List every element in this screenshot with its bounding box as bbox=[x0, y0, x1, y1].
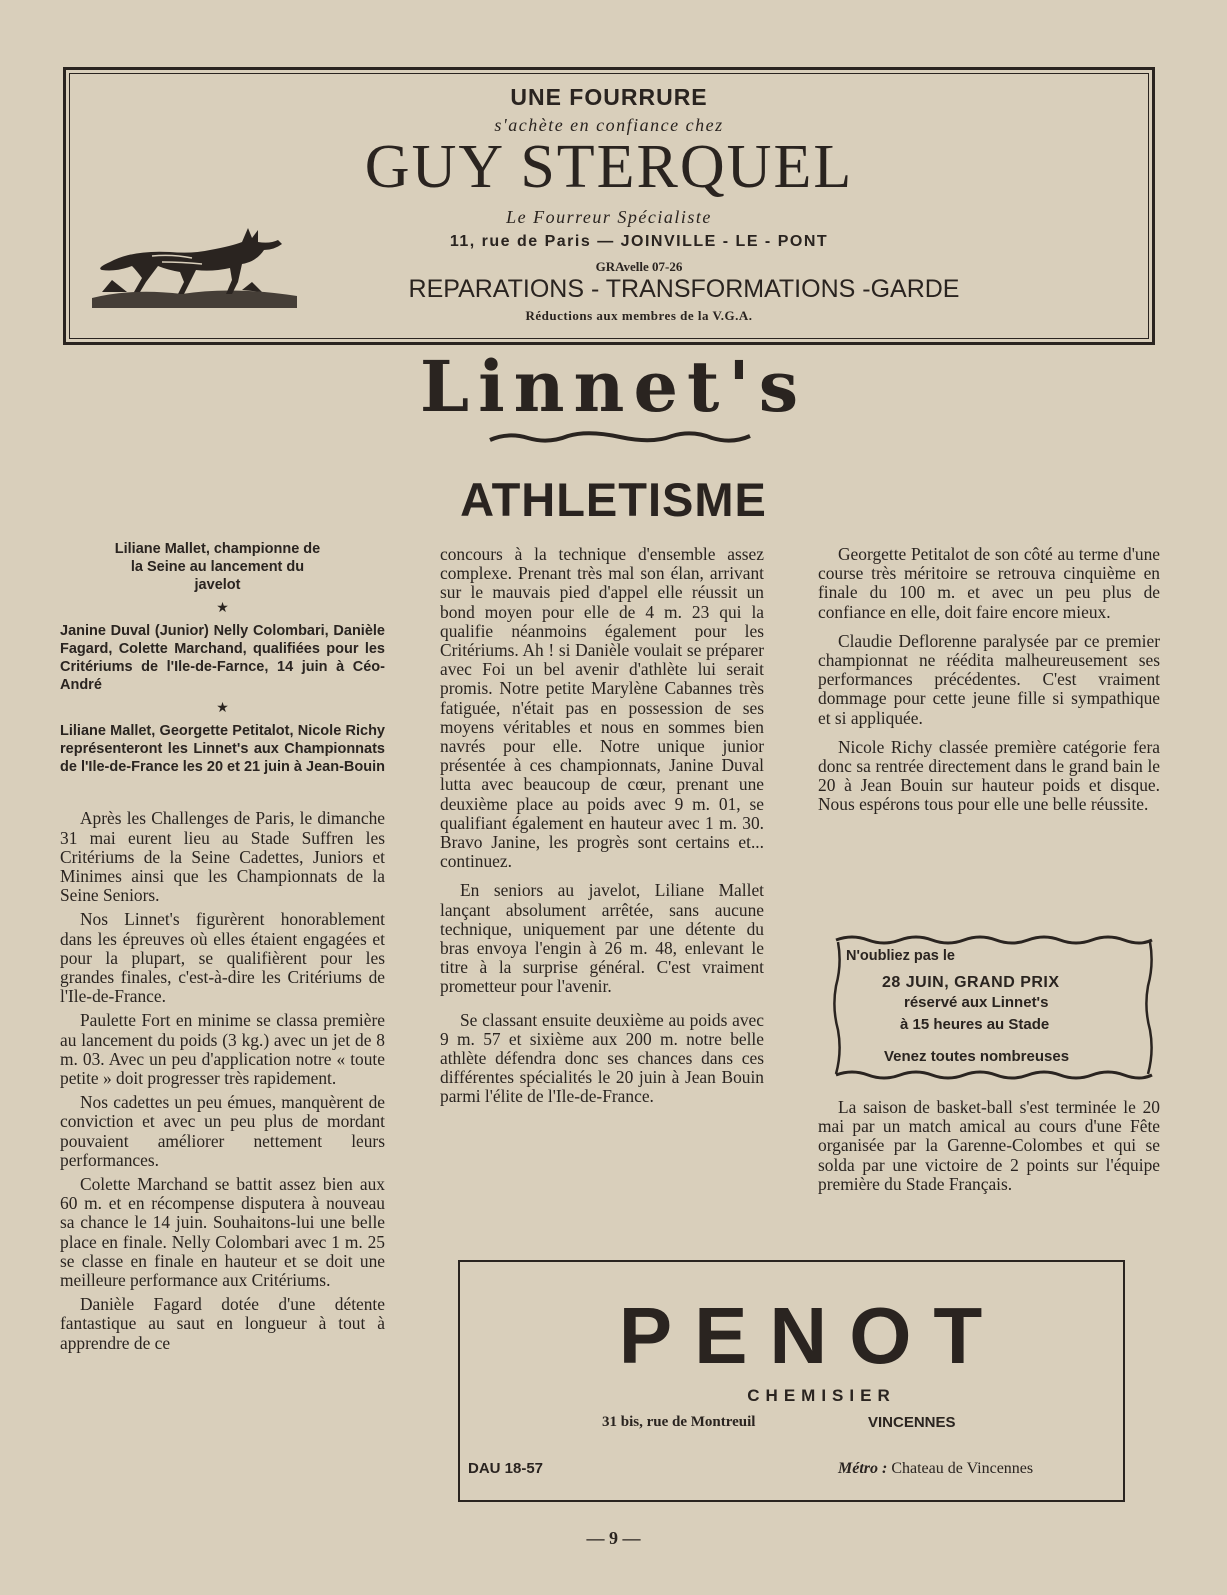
ad-phone: GRAvelle 07-26 bbox=[595, 259, 683, 274]
paragraph: Paulette Fort en minime se classa première au lancement du poids (3 kg.) avec un jet de 8 m. 03. Avec un peu d'application notre « toute petite » doit progresser très rapidement. bbox=[60, 1010, 385, 1089]
paragraph: Georgette Petitalot de son côté au terme d'une course très méritoire se retrouva cinquième en finale du 100 m. et avec un peu plus de confiance en elle, doit faire encore mieux. bbox=[818, 544, 1160, 622]
notice-line-5: Venez toutes nombreuses bbox=[884, 1048, 1070, 1065]
penot-metro bbox=[838, 1460, 1033, 1478]
ad-subtitle: Le Fourreur Spécialiste bbox=[506, 207, 712, 227]
penot-city: VINCENNES bbox=[868, 1414, 956, 1431]
penot-brand: PENOT bbox=[618, 1291, 1005, 1380]
paragraph: En seniors au javelot, Liliane Mallet lançant absolument arrêtée, sans aucune technique, uniquement par une détente du bras envoya l'engin à 26 m. 48, enlevant le titre à la surprise général. C'est vraiment prometteur pour l'avenir. bbox=[440, 880, 764, 997]
fox-illustration bbox=[92, 210, 297, 310]
metro-station: Chateau de Vincennes bbox=[891, 1460, 1034, 1477]
paragraph: La saison de basket-ball s'est terminée le 20 mai par un match amical au cours d'une Fête organisée par la Garenne-Colombes et qui se solda par une victoire de 2 points sur l'équipe première du Stade Français. bbox=[818, 1097, 1160, 1194]
paragraph: Danièle Fagard dotée d'une détente fantastique au saut en longueur à tout à apprendre de ce bbox=[60, 1294, 385, 1353]
paragraph: concours à la technique d'ensemble assez complexe. Prenant très mal son élan, arrivant sur le mauvais pied d'appel elle réussit un bond moyen pour elle de 4 m. 23 qui la qualifie néanmoins également pour les Critériums. Ah ! si Danièle voulait se préparer avec Foi un bel avenir d'athlète lui serait promis. Notre petite Marylène Cabannes très fatiguée, n'était pas en possession de ses moyens véritables et nous en sommes bien navrés pour elle. Notre unique junior présentée à ces championnats, Janine Duval lutta avec beaucoup de cœur, prenant une deuxième place au poids avec 9 m. 01, se qualifiant également en hauteur avec 1 m. 30. Bravo Janine, les progrès sont certains et... continuez. bbox=[440, 544, 764, 872]
page-number: — 9 — bbox=[586, 1528, 641, 1548]
metro-label: Métro : bbox=[838, 1460, 888, 1477]
column-1 bbox=[60, 540, 385, 1358]
penot-address: 31 bis, rue de Montreuil bbox=[602, 1414, 756, 1430]
ad-discount: Réductions aux membres de la V.G.A. bbox=[525, 308, 753, 323]
ad-services: REPARATIONS - TRANSFORMATIONS -GARDE bbox=[408, 275, 960, 303]
fur-advertisement bbox=[63, 67, 1155, 345]
ad-tagline: s'achète en confiance chez bbox=[494, 115, 724, 135]
column-3-basketball bbox=[818, 1098, 1160, 1199]
column-3 bbox=[818, 545, 1160, 820]
masthead: Linnet's bbox=[419, 345, 808, 428]
paragraph: Claudie Deflorenne paralysée par ce premier championnat ne réédita malheureusement ses performances précédentes. C'est vraiment dommage pour cette jeune fille si sympathique et si appliquée. bbox=[818, 630, 1160, 728]
penot-trade: CHEMISIER bbox=[747, 1386, 896, 1405]
star-icon: ★ bbox=[216, 701, 229, 717]
paragraph: Nicole Richy classée première catégorie fera donc sa rentrée directement dans le grand bain le 20 à Jean Bouin sur hauteur poids et disque. Nous espérons tous pour elle une belle réussite. bbox=[818, 736, 1160, 815]
grand-prix-notice bbox=[832, 934, 1156, 1081]
ad-headline: UNE FOURRURE bbox=[510, 84, 708, 110]
ad-brand: GUY STERQUEL bbox=[364, 133, 854, 201]
paragraph: Se classant ensuite deuxième au poids avec 9 m. 57 et sixième aux 200 m. notre belle athlète défendra donc ses chances dans ces différentes spécialités le 20 juin à Jean Bouin parmi l'élite de l'Ile-de-France. bbox=[440, 1009, 764, 1107]
column-2 bbox=[440, 545, 764, 1112]
paragraph: Nos cadettes un peu émues, manquèrent de conviction et avec un peu plus de mordant pouvaient améliorer nettement leurs performances. bbox=[60, 1092, 385, 1170]
section-title: ATHLETISME bbox=[460, 473, 767, 526]
penot-phone: DAU 18-57 bbox=[468, 1460, 544, 1477]
penot-advertisement bbox=[458, 1260, 1125, 1502]
decorative-rule bbox=[488, 428, 752, 448]
notice-line-4: à 15 heures au Stade bbox=[900, 1016, 1050, 1033]
star-icon: ★ bbox=[216, 601, 229, 616]
paragraph: Colette Marchand se battit assez bien aux 60 m. et en récompense disputera à nouveau sa chance le 14 juin. Souhaitons-lui une belle place en finale. Nelly Colombari avec 1 m. 25 se classe en finale en hauteur et se doit une meilleure performance aux Critériums. bbox=[60, 1174, 385, 1291]
notice-line-2: 28 JUIN, GRAND PRIX bbox=[882, 974, 1060, 991]
headline-1: Liliane Mallet, championne de la Seine au lancement du javelot bbox=[114, 541, 321, 593]
headline-2: Janine Duval (Junior) Nelly Colombari, Danièle Fagard, Colette Marchand, qualifiées pour les Critériums de l'Ile-de-Farnce, 14 juin à Céo-André bbox=[60, 623, 385, 694]
notice-line-3: réservé aux Linnet's bbox=[904, 994, 1049, 1011]
paragraph: Après les Challenges de Paris, le dimanche 31 mai eurent lieu au Stade Suffren les Critériums de la Seine Cadettes, Juniors et Minimes ainsi que les Championnats de la Seine Seniors. bbox=[60, 808, 385, 906]
ad-address: 11, rue de Paris — JOINVILLE - LE - PONT bbox=[449, 233, 829, 250]
paragraph: Nos Linnet's figurèrent honorablement dans les épreuves où elles étaient engagées et pour la plupart, se qualifièrent pour les grandes finales, c'est-à-dire les Critériums de l'Ile-de-France. bbox=[60, 909, 385, 1007]
notice-line-1: N'oubliez pas le bbox=[846, 948, 955, 964]
headline-3: Liliane Mallet, Georgette Petitalot, Nicole Richy représenteront les Linnet's aux Championnats de l'Ile-de-France les 20 et 21 juin à Jean-Bouin bbox=[60, 723, 385, 776]
